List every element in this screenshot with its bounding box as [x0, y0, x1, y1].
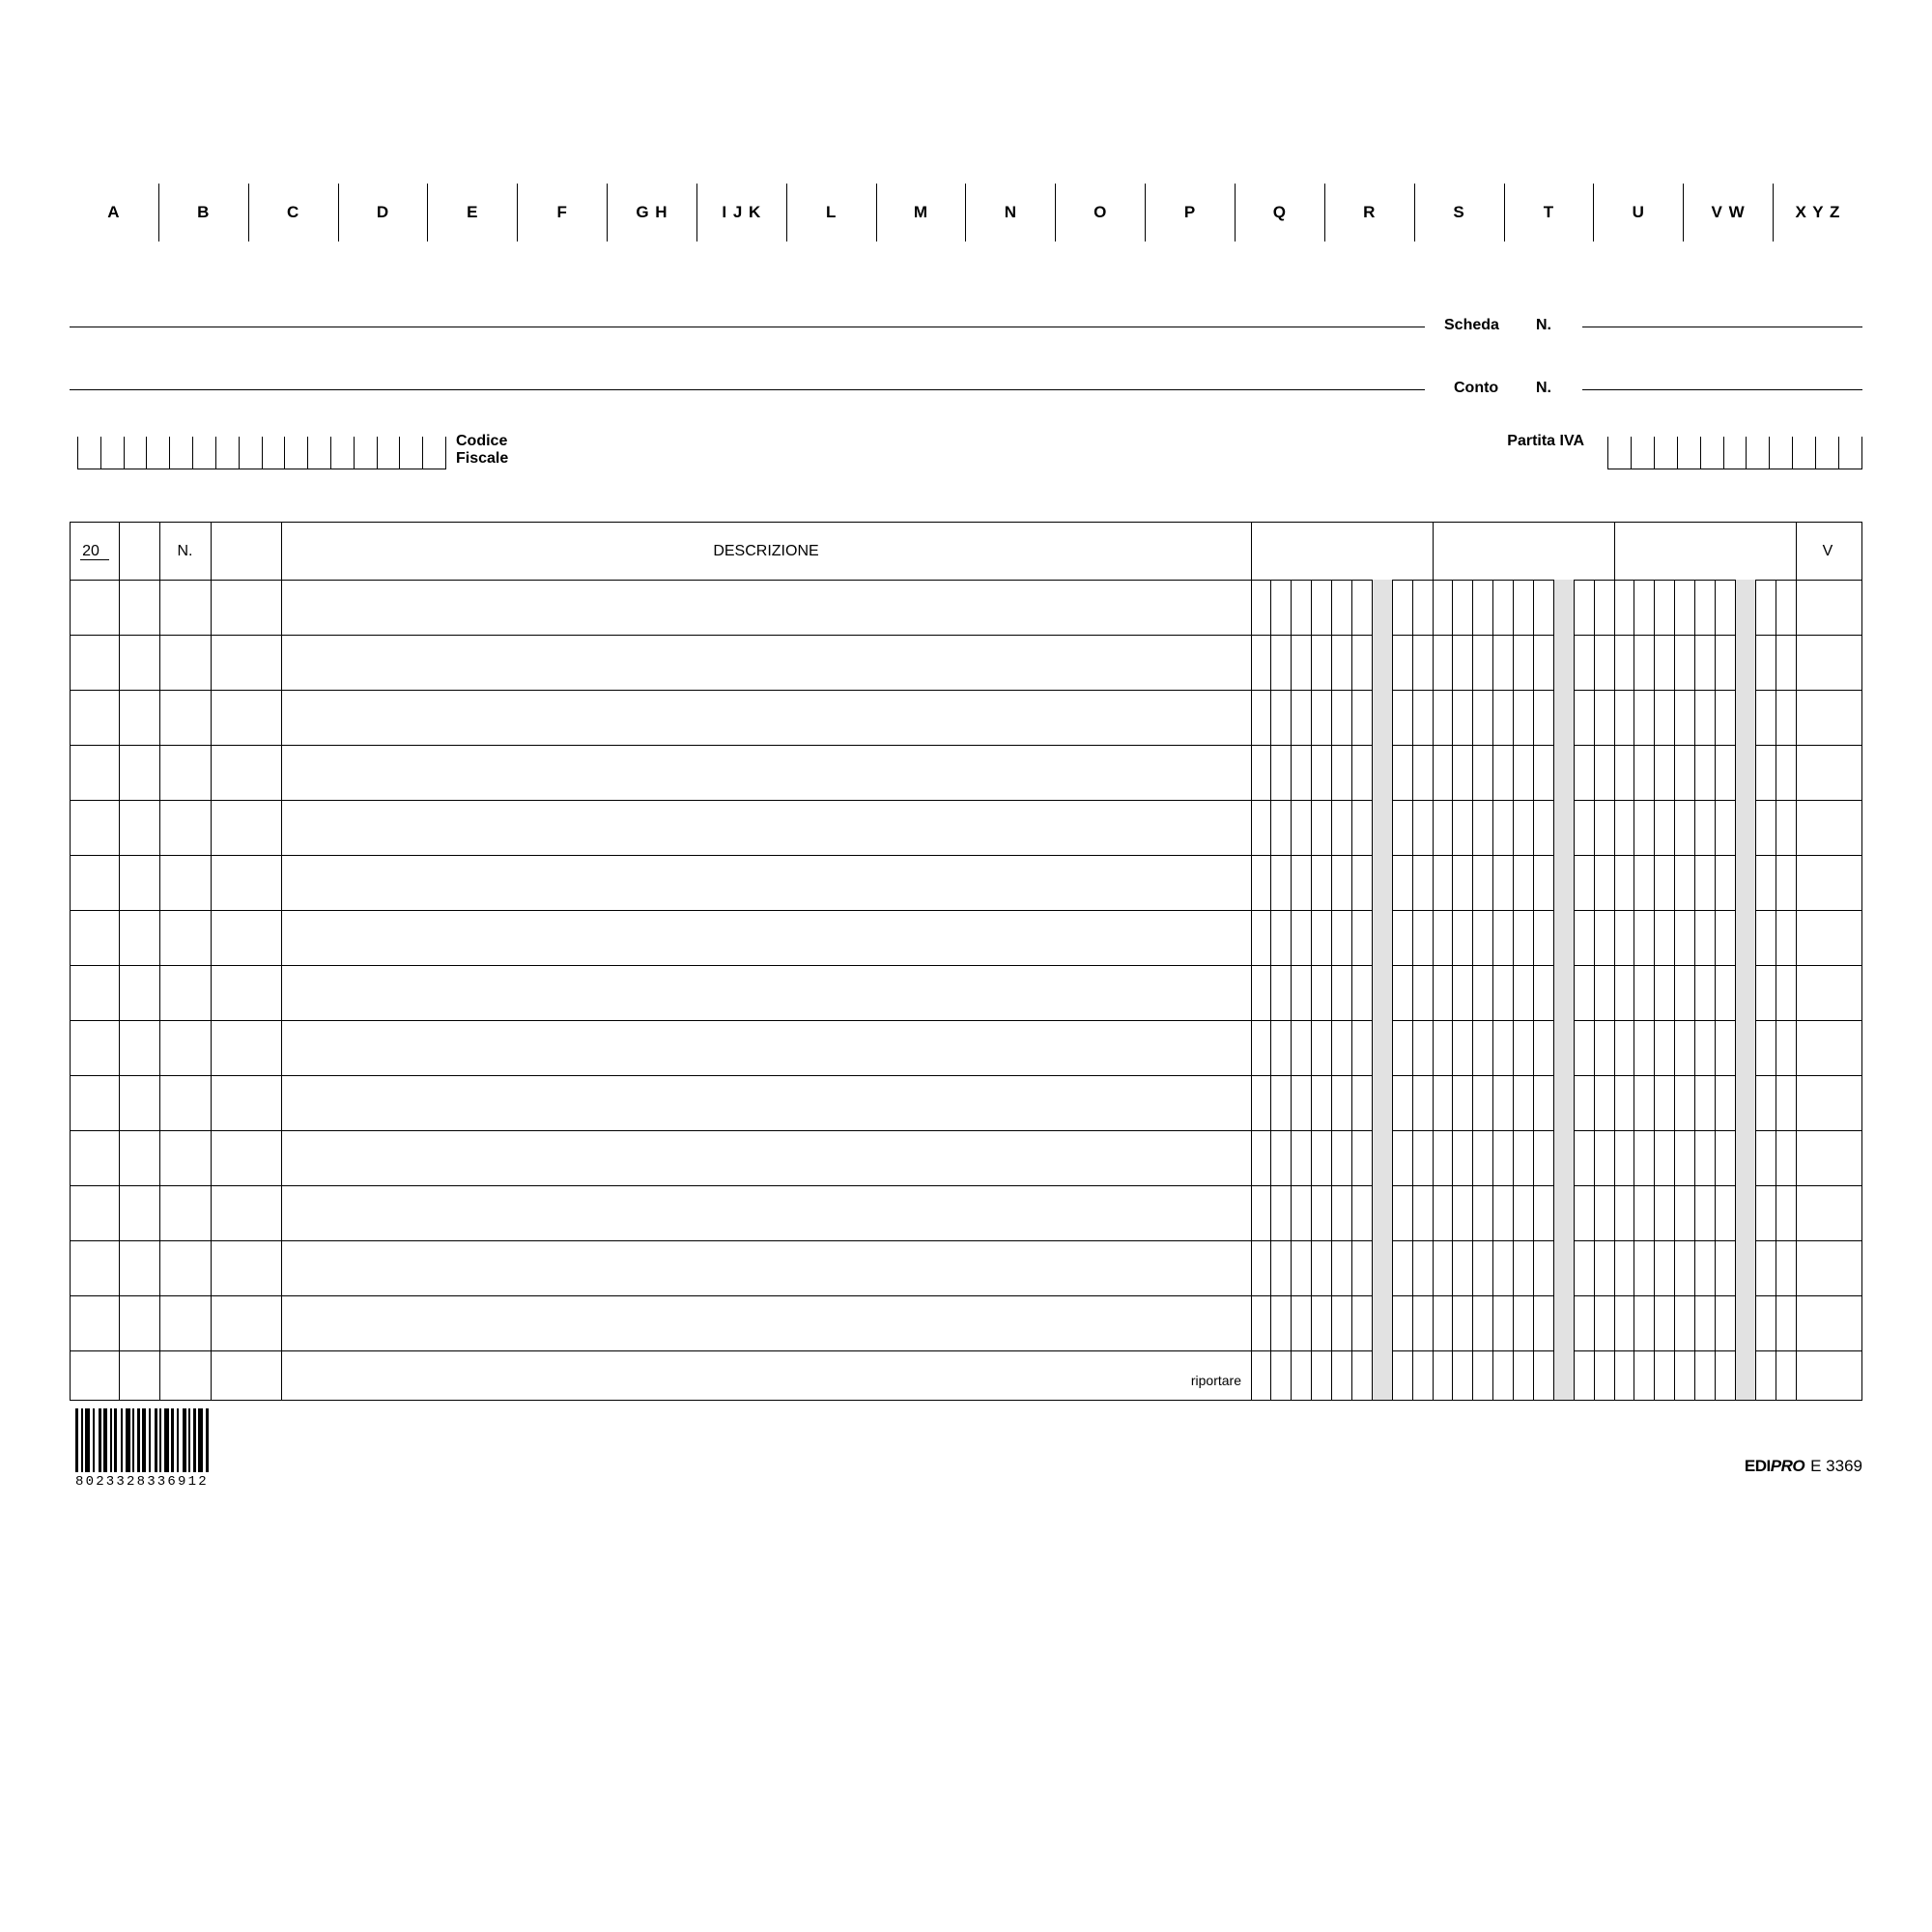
cf-box-8[interactable] — [240, 437, 263, 469]
alpha-tab-t[interactable]: T — [1505, 184, 1595, 242]
conto-name-rule[interactable] — [70, 389, 1425, 390]
amount-col-decimal — [1736, 580, 1756, 1400]
amount-col — [1534, 580, 1554, 1400]
piva-box-11[interactable] — [1839, 437, 1861, 469]
header-v: V — [1822, 542, 1833, 559]
amount-col — [1675, 580, 1695, 1400]
partita-iva-label — [1439, 433, 1584, 450]
alpha-tab-o[interactable]: O — [1056, 184, 1146, 242]
amount-col — [1756, 580, 1776, 1400]
brand-mark — [1745, 1457, 1862, 1476]
alpha-tab-e[interactable]: E — [428, 184, 518, 242]
partita-iva-label-line1: Partita — [1507, 433, 1556, 449]
cf-box-10[interactable] — [285, 437, 308, 469]
piva-box-3[interactable] — [1655, 437, 1678, 469]
amount-col — [1413, 580, 1433, 1400]
amount-col — [1493, 580, 1514, 1400]
alpha-tab-p[interactable]: P — [1146, 184, 1236, 242]
conto-label: Conto — [1454, 380, 1499, 396]
alpha-tab-ijk[interactable]: I J K — [697, 184, 787, 242]
alpha-tab-l[interactable]: L — [787, 184, 877, 242]
piva-box-4[interactable] — [1678, 437, 1701, 469]
amount-col-decimal — [1373, 580, 1393, 1400]
barcode — [75, 1408, 222, 1490]
cf-box-9[interactable] — [263, 437, 286, 469]
riportare-label: riportare — [1190, 1373, 1241, 1388]
product-code: E 3369 — [1810, 1457, 1862, 1475]
alpha-tab-f[interactable]: F — [518, 184, 608, 242]
alpha-tab-xyz[interactable]: X Y Z — [1795, 203, 1841, 221]
alpha-tab-c[interactable]: C — [249, 184, 339, 242]
amount-col — [1695, 580, 1716, 1400]
cf-box-14[interactable] — [378, 437, 401, 469]
piva-box-7[interactable] — [1747, 437, 1770, 469]
cf-box-12[interactable] — [331, 437, 355, 469]
alpha-tab-r[interactable]: R — [1325, 184, 1415, 242]
amount-col — [1453, 580, 1473, 1400]
amount-col — [1716, 580, 1736, 1400]
amount-col — [1473, 580, 1493, 1400]
piva-box-2[interactable] — [1632, 437, 1655, 469]
codice-fiscale-label-line2: Fiscale — [456, 450, 509, 468]
column-rule-date-day — [119, 523, 120, 1400]
piva-box-8[interactable] — [1770, 437, 1793, 469]
cf-box-7[interactable] — [216, 437, 240, 469]
cf-box-4[interactable] — [147, 437, 170, 469]
partita-iva-label-line2: IVA — [1559, 433, 1584, 449]
alpha-tab-u[interactable]: U — [1594, 184, 1684, 242]
alpha-tab-b[interactable]: B — [159, 184, 249, 242]
cf-box-15[interactable] — [400, 437, 423, 469]
amount-col — [1614, 580, 1634, 1400]
cf-box-1[interactable] — [78, 437, 101, 469]
barcode-number: 8023328336912 — [75, 1474, 209, 1490]
amount-col — [1655, 580, 1675, 1400]
amount-col — [1332, 580, 1352, 1400]
amount-col — [1271, 580, 1292, 1400]
amount-group-saldo — [1614, 580, 1796, 1400]
piva-box-10[interactable] — [1816, 437, 1839, 469]
column-rule-number — [211, 523, 212, 1400]
scheda-label: Scheda — [1444, 317, 1499, 333]
conto-number-label: N. — [1536, 380, 1551, 396]
alpha-tab-s[interactable]: S — [1415, 184, 1505, 242]
ledger-table — [70, 522, 1862, 1401]
conto-number-rule[interactable] — [1582, 389, 1862, 390]
amount-col — [1292, 580, 1312, 1400]
amount-col — [1634, 580, 1655, 1400]
cf-box-13[interactable] — [355, 437, 378, 469]
column-rule-v — [1796, 523, 1797, 1400]
cf-box-11[interactable] — [308, 437, 331, 469]
barcode-bars — [75, 1408, 222, 1472]
cf-box-6[interactable] — [193, 437, 216, 469]
piva-box-5[interactable] — [1701, 437, 1724, 469]
piva-box-6[interactable] — [1724, 437, 1747, 469]
partita-iva-input[interactable] — [1607, 437, 1862, 469]
amount-col — [1514, 580, 1534, 1400]
amount-col — [1251, 580, 1271, 1400]
alpha-tab-m[interactable]: M — [877, 184, 967, 242]
alpha-tab-a[interactable]: A — [70, 184, 159, 242]
codice-fiscale-label-line1: Codice — [456, 433, 508, 449]
amount-group-avere — [1433, 580, 1614, 1400]
scheda-number-label: N. — [1536, 317, 1551, 333]
amount-col — [1352, 580, 1373, 1400]
header-year-label: 20 — [80, 543, 109, 560]
amount-col — [1575, 580, 1595, 1400]
amount-col-decimal — [1554, 580, 1575, 1400]
brand-pro: PRO — [1770, 1457, 1805, 1475]
codice-fiscale-label — [456, 433, 508, 469]
alpha-tab-d[interactable]: D — [339, 184, 429, 242]
cf-box-16[interactable] — [423, 437, 445, 469]
header-year — [71, 523, 119, 580]
header-number: N. — [177, 542, 193, 559]
codice-fiscale-input[interactable] — [77, 437, 446, 469]
cf-box-5[interactable] — [170, 437, 193, 469]
alphabet-index — [70, 184, 1862, 242]
amount-col — [1393, 580, 1413, 1400]
brand-edi: EDI — [1744, 1457, 1771, 1475]
header-descrizione: DESCRIZIONE — [713, 542, 819, 559]
alpha-tab-q[interactable]: Q — [1236, 184, 1325, 242]
amount-col — [1312, 580, 1332, 1400]
alpha-tab-n[interactable]: N — [966, 184, 1056, 242]
cf-box-2[interactable] — [101, 437, 125, 469]
cf-box-3[interactable] — [125, 437, 148, 469]
amount-col — [1433, 580, 1453, 1400]
alpha-tab-vw[interactable]: V W — [1684, 184, 1774, 242]
piva-box-1[interactable] — [1608, 437, 1632, 469]
piva-box-9[interactable] — [1793, 437, 1816, 469]
column-rule-description — [281, 523, 282, 1400]
amount-group-dare — [1251, 580, 1433, 1400]
alpha-tab-gh[interactable]: G H — [608, 184, 697, 242]
amount-col — [1595, 580, 1614, 1400]
column-rule-date-month — [159, 523, 160, 1400]
amount-col — [1776, 580, 1796, 1400]
